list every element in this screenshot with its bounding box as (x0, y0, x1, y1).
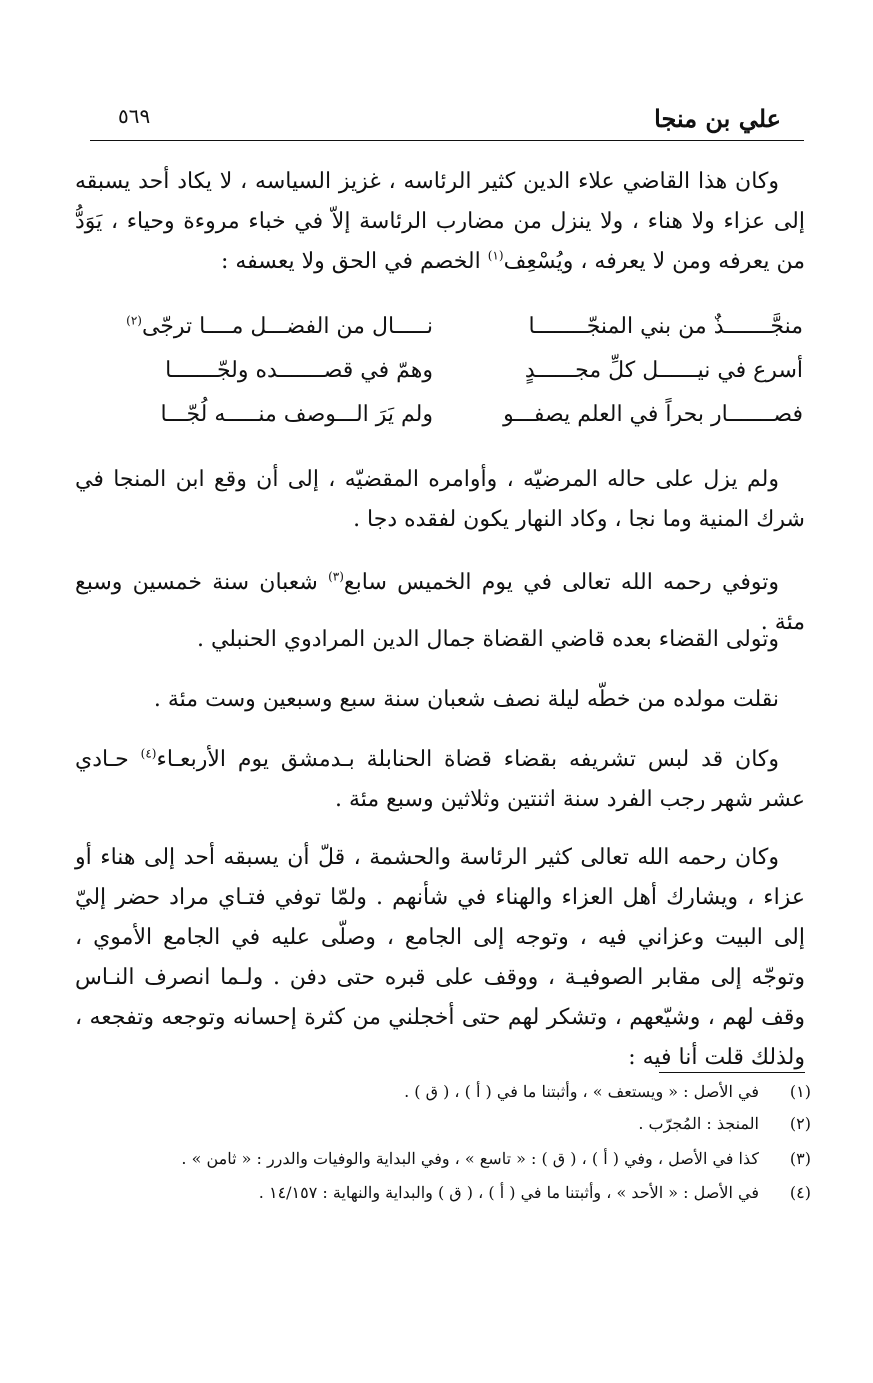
paragraph-3-end: شعبان سنة خمسين وسبع مئة . (75, 570, 805, 635)
paragraph-7 (75, 838, 805, 1078)
footnote-3 (71, 1149, 811, 1177)
footnote-ref-1: (١) (487, 248, 504, 263)
paragraph-1-text: وكان هذا القاضي علاء الدين كثير الرئاسه ، غزيز السياسه ، لا يكاد أحد يسبقه إلى عزاء ولا هناء ، ولا ينزل من مضارب الرئاسة إلاّ في خباء مروءة وحياء ، يَوَدُّ من يعرفه ومن لا يعرفه ، ويُسْعِف (75, 169, 805, 274)
footnote-2 (71, 1114, 811, 1142)
paragraph-6-end: حـادي عشر شهر رجب الفرد سنة اثنتين وثلاثين وسبع مئة . (75, 747, 805, 812)
paragraph-6 (75, 740, 805, 820)
footnote-ref-4: (٤) (140, 746, 157, 761)
paragraph-3-text: وتوفي رحمه الله تعالى في يوم الخميس سابع (343, 570, 779, 595)
footnote-3-text: كذا في الأصل ، وفي ( أ ) ، ( ق ) : « تاسع » ، وفي البداية والوفيات والدرر : « ثامن » . (181, 1149, 759, 1168)
verse-1-hemistich-2-text: نـــــال من الفضـــل مــــا ترجّى (141, 314, 433, 339)
footnote-1-number: (١) (789, 1082, 811, 1101)
paragraph-1 (75, 162, 805, 282)
verse-line-2 (103, 354, 803, 394)
footnote-4-text: في الأصل : « الأحد » ، وأثبتنا ما في ( أ ) ، ( ق ) والبداية والنهاية : ١٤/١٥٧ . (258, 1183, 759, 1202)
verse-line-1 (103, 310, 803, 350)
verse-line-3 (103, 398, 803, 438)
verse-3-hemistich-1: فصـــــــار بحراً في العلم يصفـــو (503, 402, 803, 427)
running-head-title: علي بن منجا (654, 104, 781, 133)
footnote-ref-3: (٣) (328, 569, 344, 584)
footnote-rule (659, 1072, 805, 1073)
verse-1-hemistich-2 (126, 314, 433, 339)
footnote-4 (71, 1183, 811, 1211)
footnote-ref-2: (٢) (126, 313, 142, 328)
header-rule (90, 140, 804, 141)
footnote-2-text: المنجذ : المُجرّب . (638, 1114, 759, 1133)
verse-2-hemistich-2: وهمّ في قصـــــــده ولجّـــــــا (165, 358, 433, 383)
paragraph-5 (75, 680, 805, 720)
paragraph-4 (75, 620, 805, 660)
verse-2-hemistich-1: أسرع في نيــــــل كلِّ مجــــــدٍ (524, 358, 803, 383)
paragraph-7-text: وكان رحمه الله تعالى كثير الرئاسة والحشمة ، قلّ أن يسبقه أحد إلى هناء أو عزاء ، ويشارك أهل العزاء والهناء في شأنهم . ولمّا توفي فتـاي مراد حضر إليّ إلى البيت وعزاني فيه ، وتوجه إلى الجامع ، وصلّى عليه في الجامع الأموي ، وتوجّه إلى مقابر الصوفيـة ، ووقف على قبره حتى دفن . ولـما انصرف النـاس وقف لهم ، وشيّعهم ، وتشكر لهم حتى أخجلني من كثرة إحسانه وتوجعه وتفجعه ، ولذلك قلت أنا فيه : (75, 845, 805, 1070)
paragraph-6-text: وكان قد لبس تشريفه بقضاء قضاة الحنابلة بـدمشق يوم الأربعـاء (156, 747, 779, 772)
paragraph-4-text: وتولى القضاء بعده قاضي القضاة جمال الدين المرادوي الحنبلي . (196, 627, 779, 652)
footnote-3-number: (٣) (789, 1149, 811, 1168)
page-number: ٥٦٩ (118, 104, 151, 128)
footnote-2-number: (٢) (789, 1114, 811, 1133)
paragraph-5-text: نقلت مولده من خطّه ليلة نصف شعبان سنة سبع وسبعين وست مئة . (153, 687, 779, 712)
paragraph-2 (75, 460, 805, 540)
footnote-4-number: (٤) (789, 1183, 811, 1202)
footnote-1-text: في الأصل : « ويستعف » ، وأثبتنا ما في ( أ ) ، ( ق ) . (404, 1082, 759, 1101)
paragraph-1-end: الخصم في الحق ولا يعسفه : (220, 249, 488, 274)
footnote-1 (71, 1082, 811, 1110)
paragraph-2-text: ولم يزل على حاله المرضيّه ، وأوامره المقضيّه ، إلى أن وقع ابن المنجا في شرك المنية وما نجا ، وكاد النهار يكون لفقده دجا . (75, 467, 805, 532)
verse-3-hemistich-2: ولم يَرَ الـــوصف منـــــه لُجّـــا (160, 402, 433, 427)
verse-1-hemistich-1: منجَّـــــــذٌ من بني المنجّــــــــا (528, 314, 803, 339)
